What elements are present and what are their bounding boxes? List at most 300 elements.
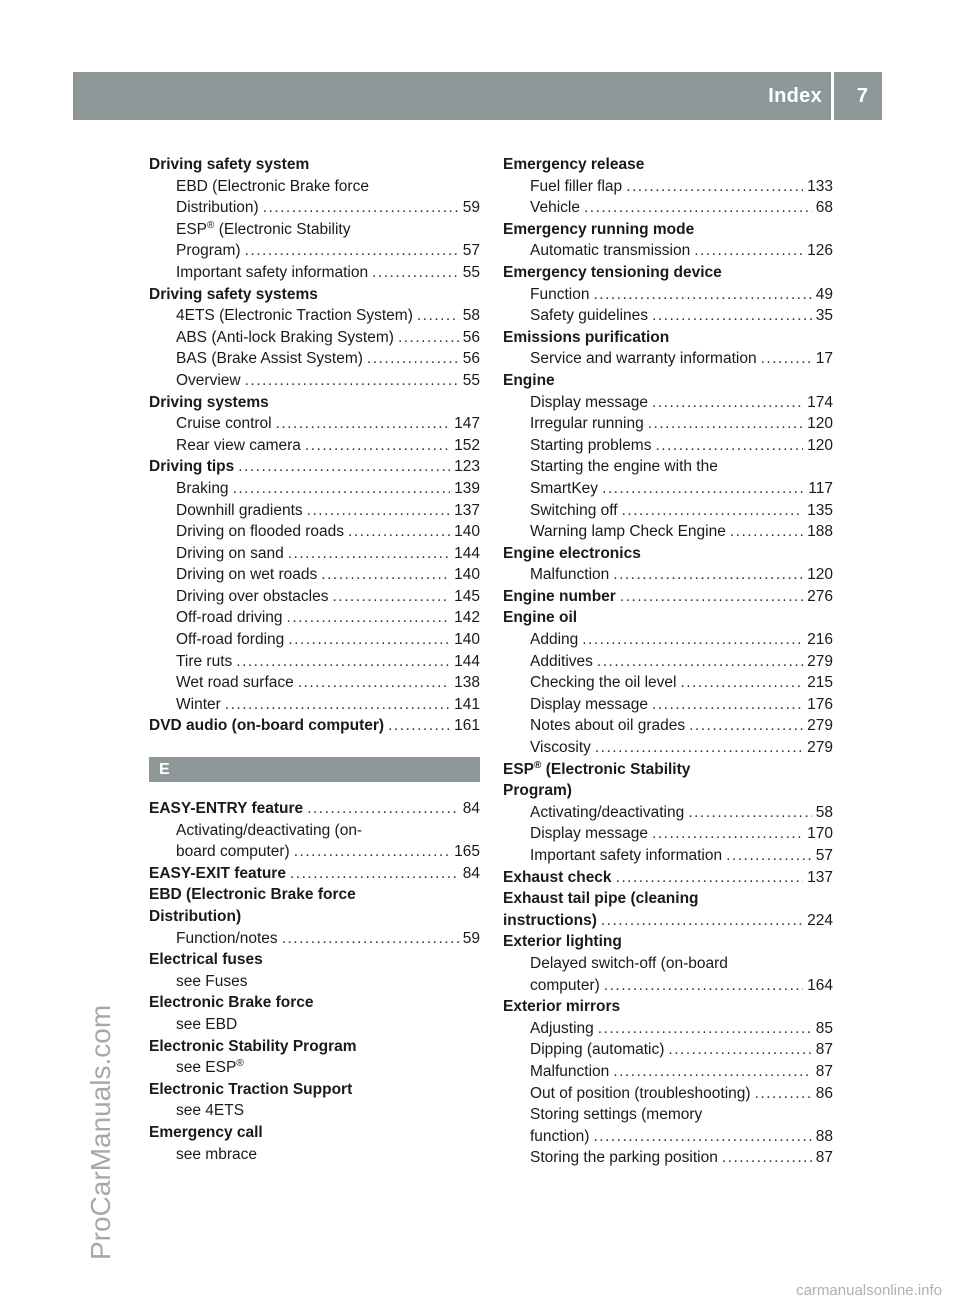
index-page-number: 138 xyxy=(454,674,480,692)
index-entry-text: Activating/deactivating xyxy=(530,803,685,821)
index-page-number: 164 xyxy=(807,976,833,994)
index-heading xyxy=(149,1036,480,1058)
index-subentry xyxy=(503,240,833,262)
dot-leader xyxy=(287,607,451,629)
index-page-number: 137 xyxy=(807,868,833,886)
index-subentry xyxy=(503,392,833,414)
index-entry-text: Driving systems xyxy=(149,393,269,411)
dot-leader xyxy=(238,456,450,478)
index-heading xyxy=(503,327,833,349)
dot-leader xyxy=(233,478,451,500)
index-heading xyxy=(503,543,833,565)
index-heading xyxy=(149,154,480,176)
index-entry-text: Function/notes xyxy=(176,929,278,947)
index-entry-text: Rear view camera xyxy=(176,436,301,454)
index-subentry xyxy=(149,1144,480,1166)
index-entry-text: Driving tips xyxy=(149,458,235,476)
watermark: ProCarManuals.com xyxy=(85,1004,116,1260)
index-page-number: 276 xyxy=(807,587,833,605)
index-subentry xyxy=(503,1018,833,1040)
index-entry-text: Irregular running xyxy=(530,415,644,433)
index-heading xyxy=(503,888,833,910)
index-page-number: 49 xyxy=(815,285,833,303)
index-subentry xyxy=(149,478,480,500)
index-subentry xyxy=(503,500,833,522)
index-entry-text: Driving over obstacles xyxy=(176,587,329,605)
index-subentry xyxy=(503,305,833,327)
index-heading xyxy=(149,1122,480,1144)
header-bar xyxy=(73,72,882,120)
index-entry-text: Emergency running mode xyxy=(503,220,695,238)
index-page-number: 135 xyxy=(807,501,833,519)
index-page-number: 87 xyxy=(815,1062,833,1080)
index-entry-text: function) xyxy=(530,1127,590,1145)
index-subentry xyxy=(149,651,480,673)
dot-leader xyxy=(616,867,804,889)
index-page-number: 141 xyxy=(454,695,480,713)
dot-leader xyxy=(689,715,803,737)
index-page-number: 144 xyxy=(454,652,480,670)
index-entry-text: Program) xyxy=(503,782,572,800)
dot-leader xyxy=(332,586,450,608)
index-page-number: 215 xyxy=(807,674,833,692)
index-subentry xyxy=(503,975,833,997)
index-entry-text: Downhill gradients xyxy=(176,501,303,519)
index-page-number: 140 xyxy=(454,631,480,649)
index-entry-text: Exhaust check xyxy=(503,868,612,886)
dot-leader xyxy=(648,413,803,435)
index-entry-text: Wet road surface xyxy=(176,674,294,692)
dot-leader xyxy=(597,651,803,673)
index-page-number: 57 xyxy=(462,242,480,260)
index-subentry xyxy=(503,802,833,824)
index-heading xyxy=(503,780,833,802)
index-subentry xyxy=(503,823,833,845)
index-subentry xyxy=(149,435,480,457)
index-heading xyxy=(503,759,833,781)
index-page-number: 137 xyxy=(454,501,480,519)
index-heading xyxy=(149,906,480,928)
index-heading xyxy=(149,798,480,820)
index-entry-text: Program) xyxy=(176,242,241,260)
index-subentry xyxy=(149,607,480,629)
dot-leader xyxy=(613,564,803,586)
index-page-number: 56 xyxy=(462,350,480,368)
dot-leader xyxy=(626,176,803,198)
footer-watermark: carmanualsonline.info xyxy=(796,1282,942,1299)
index-entry-text: Switching off xyxy=(530,501,618,519)
dot-leader xyxy=(680,672,803,694)
index-entry-text: Electronic Brake force xyxy=(149,994,314,1012)
section-letter-bar xyxy=(149,757,480,782)
index-page-number: 147 xyxy=(454,415,480,433)
index-entry-text: Engine electronics xyxy=(503,544,641,562)
index-page-number: 88 xyxy=(815,1127,833,1145)
index-entry-text: Fuel filler flap xyxy=(530,177,623,195)
index-heading xyxy=(149,392,480,414)
index-page-number: 144 xyxy=(454,544,480,562)
index-page-number: 120 xyxy=(807,566,833,584)
index-page-number: 55 xyxy=(462,263,480,281)
index-heading xyxy=(503,931,833,953)
index-subentry xyxy=(503,737,833,759)
dot-leader xyxy=(595,737,803,759)
index-page-number: 84 xyxy=(462,864,480,882)
index-heading xyxy=(503,586,833,608)
index-heading xyxy=(503,154,833,176)
index-page-number: 58 xyxy=(462,307,480,325)
dot-leader xyxy=(622,500,804,522)
index-page-number: 117 xyxy=(808,479,833,497)
index-subentry xyxy=(149,500,480,522)
index-entry-text: Storing the parking position xyxy=(530,1149,718,1167)
index-entry-text: Driving safety systems xyxy=(149,285,318,303)
index-page-number: 170 xyxy=(807,825,833,843)
index-subentry xyxy=(149,327,480,349)
index-entry-text: Vehicle xyxy=(530,199,580,217)
index-entry-text: Display message xyxy=(530,695,649,713)
index-entry-text: Winter xyxy=(176,695,221,713)
index-subentry xyxy=(503,1104,833,1126)
dot-leader xyxy=(755,1083,812,1105)
index-heading xyxy=(503,867,833,889)
index-subentry xyxy=(503,456,833,478)
index-entry-text: Distribution) xyxy=(149,908,242,925)
dot-leader xyxy=(584,197,812,219)
index-subentry xyxy=(503,1083,833,1105)
index-subentry xyxy=(503,629,833,651)
index-entry-text: Automatic transmission xyxy=(530,242,691,260)
index-subentry xyxy=(149,1057,480,1079)
index-subentry xyxy=(149,672,480,694)
index-subentry xyxy=(503,197,833,219)
index-entry-text: Electronic Stability Program xyxy=(149,1037,357,1055)
index-column-right xyxy=(503,154,833,1169)
index-subentry xyxy=(149,219,480,241)
index-entry-text: Delayed switch-off (on-board xyxy=(530,954,728,972)
index-entry-text: Adding xyxy=(530,631,579,649)
dot-leader xyxy=(348,521,450,543)
index-entry-text: Off-road driving xyxy=(176,609,283,627)
index-page-number: 174 xyxy=(807,393,833,411)
index-subentry xyxy=(149,694,480,716)
index-entry-text: Driving on flooded roads xyxy=(176,523,345,541)
index-entry-text: see ESP® xyxy=(176,1058,244,1077)
index-entry-text: Exterior mirrors xyxy=(503,998,621,1016)
index-page-number: 59 xyxy=(462,199,480,217)
index-heading xyxy=(503,370,833,392)
index-entry-text: Important safety information xyxy=(176,263,369,281)
index-entry-text: EASY-ENTRY feature xyxy=(149,800,304,818)
index-page-number: 120 xyxy=(807,436,833,454)
index-entry-text: see EBD xyxy=(176,1015,238,1033)
dot-leader xyxy=(321,564,450,586)
dot-leader xyxy=(307,798,459,820)
index-subentry xyxy=(149,928,480,950)
header-separator xyxy=(831,72,834,120)
dot-leader xyxy=(601,910,803,932)
dot-leader xyxy=(372,262,459,284)
index-entry-text: Electronic Traction Support xyxy=(149,1080,353,1098)
index-entry-text: Tire ruts xyxy=(176,652,233,670)
index-entry-text: Display message xyxy=(530,825,649,843)
index-entry-text: computer) xyxy=(530,976,600,994)
index-heading xyxy=(149,715,480,737)
index-heading xyxy=(503,219,833,241)
dot-leader xyxy=(290,863,459,885)
index-subentry xyxy=(503,845,833,867)
index-subentry xyxy=(149,971,480,993)
index-entry-text: DVD audio (on-board computer) xyxy=(149,717,385,735)
index-page-number: 139 xyxy=(454,479,480,497)
dot-leader xyxy=(722,1147,812,1169)
dot-leader xyxy=(613,1061,811,1083)
dot-leader xyxy=(263,197,459,219)
index-subentry xyxy=(503,1147,833,1169)
index-page-number: 55 xyxy=(462,371,480,389)
index-subentry xyxy=(149,521,480,543)
index-page-number: 56 xyxy=(462,328,480,346)
index-entry-text: Activating/deactivating (on- xyxy=(176,821,363,839)
index-heading xyxy=(149,863,480,885)
index-entry-text: Emergency release xyxy=(503,156,645,173)
index-page-number: 161 xyxy=(454,717,480,735)
index-page-number: 279 xyxy=(807,652,833,670)
index-subentry xyxy=(149,586,480,608)
index-subentry xyxy=(149,1014,480,1036)
index-entry-text: Distribution) xyxy=(176,199,259,217)
index-entry-text: Driving on wet roads xyxy=(176,566,318,584)
dot-leader xyxy=(668,1039,811,1061)
index-entry-text: EBD (Electronic Brake force xyxy=(149,886,356,904)
index-entry-text: EBD (Electronic Brake force xyxy=(176,177,369,195)
index-page-number: 57 xyxy=(815,847,833,864)
index-entry-text: see mbrace xyxy=(176,1145,257,1163)
page-number: 7 xyxy=(856,85,868,107)
index-list-e xyxy=(149,798,480,1165)
index-page-number: 216 xyxy=(807,631,833,649)
dot-leader xyxy=(276,413,451,435)
index-entry-text: Electrical fuses xyxy=(149,951,263,969)
index-entry-text: Emergency call xyxy=(149,1123,263,1141)
index-page-number: 145 xyxy=(454,587,480,605)
index-subentry xyxy=(149,197,480,219)
index-subentry xyxy=(503,284,833,306)
index-page-number: 279 xyxy=(807,717,833,735)
dot-leader xyxy=(688,802,812,824)
dot-leader xyxy=(225,694,450,716)
index-page-number: 86 xyxy=(815,1084,833,1102)
dot-leader xyxy=(245,370,459,392)
index-subentry xyxy=(149,564,480,586)
dot-leader xyxy=(417,305,459,327)
index-entry-text: 4ETS (Electronic Traction System) xyxy=(176,307,413,325)
index-entry-text: see 4ETS xyxy=(176,1102,245,1120)
index-entry-text: Malfunction xyxy=(530,566,610,584)
dot-leader xyxy=(726,845,812,867)
dot-leader xyxy=(761,348,812,370)
index-page-number: 140 xyxy=(454,566,480,584)
index-page-number: 140 xyxy=(454,523,480,541)
index-page-number: 142 xyxy=(454,609,480,627)
index-entry-text: SmartKey xyxy=(530,479,599,497)
index-entry-text: ESP® (Electronic Stability xyxy=(503,759,691,778)
dot-leader xyxy=(652,823,803,845)
dot-leader xyxy=(367,348,459,370)
index-entry-text: Dipping (automatic) xyxy=(530,1041,665,1059)
dot-leader xyxy=(655,435,803,457)
index-subentry xyxy=(503,564,833,586)
index-page-number: 224 xyxy=(807,911,833,929)
index-page-number: 35 xyxy=(815,307,833,325)
index-heading xyxy=(503,262,833,284)
index-subentry xyxy=(503,1039,833,1061)
index-heading xyxy=(149,949,480,971)
index-subentry xyxy=(503,478,833,500)
index-subentry xyxy=(149,543,480,565)
index-page-number: 84 xyxy=(462,800,480,818)
index-page-number: 58 xyxy=(815,803,833,821)
index-subentry xyxy=(503,413,833,435)
index-entry-text: see Fuses xyxy=(176,972,248,990)
dot-leader xyxy=(236,651,450,673)
index-subentry xyxy=(149,262,480,284)
index-page-number: 120 xyxy=(807,415,833,433)
index-page-number: 87 xyxy=(815,1149,833,1167)
index-page-number: 17 xyxy=(815,350,833,368)
index-page-number: 188 xyxy=(807,523,833,541)
index-subentry xyxy=(149,841,480,863)
index-page-number: 126 xyxy=(807,242,833,260)
index-subentry xyxy=(503,435,833,457)
index-entry-text: Warning lamp Check Engine xyxy=(530,523,726,541)
index-subentry xyxy=(149,413,480,435)
index-subentry xyxy=(503,521,833,543)
dot-leader xyxy=(305,435,450,457)
index-page-number: 152 xyxy=(454,436,480,454)
index-entry-text: Driving safety system xyxy=(149,156,310,173)
index-entry-text: Engine oil xyxy=(503,609,578,627)
index-entry-text: Exterior lighting xyxy=(503,933,622,951)
index-entry-text: Overview xyxy=(176,371,241,389)
index-subentry xyxy=(503,715,833,737)
index-subentry xyxy=(503,1126,833,1148)
index-page-number: 165 xyxy=(454,843,480,861)
index-subentry xyxy=(149,820,480,842)
dot-leader xyxy=(398,327,459,349)
index-subentry xyxy=(503,348,833,370)
index-subentry xyxy=(149,370,480,392)
index-entry-text: Emergency tensioning device xyxy=(503,263,722,281)
index-entry-text: Additives xyxy=(530,652,593,670)
index-subentry xyxy=(503,672,833,694)
index-entry-text: board computer) xyxy=(176,843,290,861)
index-entry-text: Engine number xyxy=(503,587,616,605)
index-subentry xyxy=(149,629,480,651)
index-page-number: 279 xyxy=(807,739,833,757)
index-entry-text: Adjusting xyxy=(530,1019,594,1037)
index-subentry xyxy=(149,348,480,370)
index-page-number: 59 xyxy=(462,929,480,947)
index-subentry xyxy=(149,240,480,262)
index-entry-text: Driving on sand xyxy=(176,544,284,562)
header-title: Index xyxy=(768,85,822,107)
index-entry-text: Checking the oil level xyxy=(530,674,677,692)
dot-leader xyxy=(593,284,811,306)
index-page-number: 85 xyxy=(815,1019,833,1037)
dot-leader xyxy=(298,672,450,694)
dot-leader xyxy=(652,694,803,716)
index-entry-text: Engine xyxy=(503,371,555,389)
index-subentry xyxy=(149,305,480,327)
index-heading xyxy=(149,992,480,1014)
index-heading xyxy=(149,284,480,306)
index-page-number: 176 xyxy=(807,695,833,713)
index-entry-text: instructions) xyxy=(503,911,597,929)
index-entry-text: Malfunction xyxy=(530,1062,610,1080)
index-subentry xyxy=(503,176,833,198)
index-entry-text: Important safety information xyxy=(530,847,723,864)
index-entry-text: BAS (Brake Assist System) xyxy=(176,350,363,368)
index-entry-text: EASY-EXIT feature xyxy=(149,864,286,882)
index-entry-text: Cruise control xyxy=(176,415,272,433)
dot-leader xyxy=(288,629,450,651)
index-heading xyxy=(149,884,480,906)
index-entry-text: Starting problems xyxy=(530,436,652,454)
index-heading xyxy=(503,996,833,1018)
dot-leader xyxy=(582,629,803,651)
index-list-d xyxy=(149,154,480,737)
index-entry-text: Braking xyxy=(176,479,229,497)
section-letter: E xyxy=(159,761,170,779)
index-heading xyxy=(149,456,480,478)
index-heading xyxy=(149,1079,480,1101)
dot-leader xyxy=(388,715,450,737)
index-entry-text: Exhaust tail pipe (cleaning xyxy=(503,890,699,908)
dot-leader xyxy=(593,1126,811,1148)
index-subentry xyxy=(503,694,833,716)
index-entry-text: Storing settings (memory xyxy=(530,1106,703,1124)
dot-leader xyxy=(652,305,812,327)
index-list-e-continued xyxy=(503,154,833,1169)
index-entry-text: Service and warranty information xyxy=(530,350,757,368)
dot-leader xyxy=(245,240,459,262)
dot-leader xyxy=(620,586,803,608)
index-subentry xyxy=(149,1100,480,1122)
dot-leader xyxy=(294,841,450,863)
index-entry-text: Viscosity xyxy=(530,739,591,757)
index-entry-text: Emissions purification xyxy=(503,328,670,346)
index-entry-text: Off-road fording xyxy=(176,631,285,649)
dot-leader xyxy=(282,928,459,950)
index-entry-text: Safety guidelines xyxy=(530,307,649,325)
dot-leader xyxy=(652,392,803,414)
dot-leader xyxy=(288,543,450,565)
index-entry-text: ESP® (Electronic Stability xyxy=(176,219,351,238)
index-page-number: 123 xyxy=(454,458,480,476)
index-page-number: 87 xyxy=(815,1041,833,1059)
index-heading xyxy=(503,607,833,629)
index-page-number: 68 xyxy=(815,199,833,217)
dot-leader xyxy=(604,975,803,997)
index-page-number: 133 xyxy=(807,177,833,195)
dot-leader xyxy=(602,478,804,500)
index-column-left xyxy=(149,154,480,1165)
index-entry-text: Function xyxy=(530,285,590,303)
index-entry-text: Starting the engine with the xyxy=(530,458,718,476)
index-entry-text: ABS (Anti-lock Braking System) xyxy=(176,328,394,346)
index-entry-text: Notes about oil grades xyxy=(530,717,686,735)
